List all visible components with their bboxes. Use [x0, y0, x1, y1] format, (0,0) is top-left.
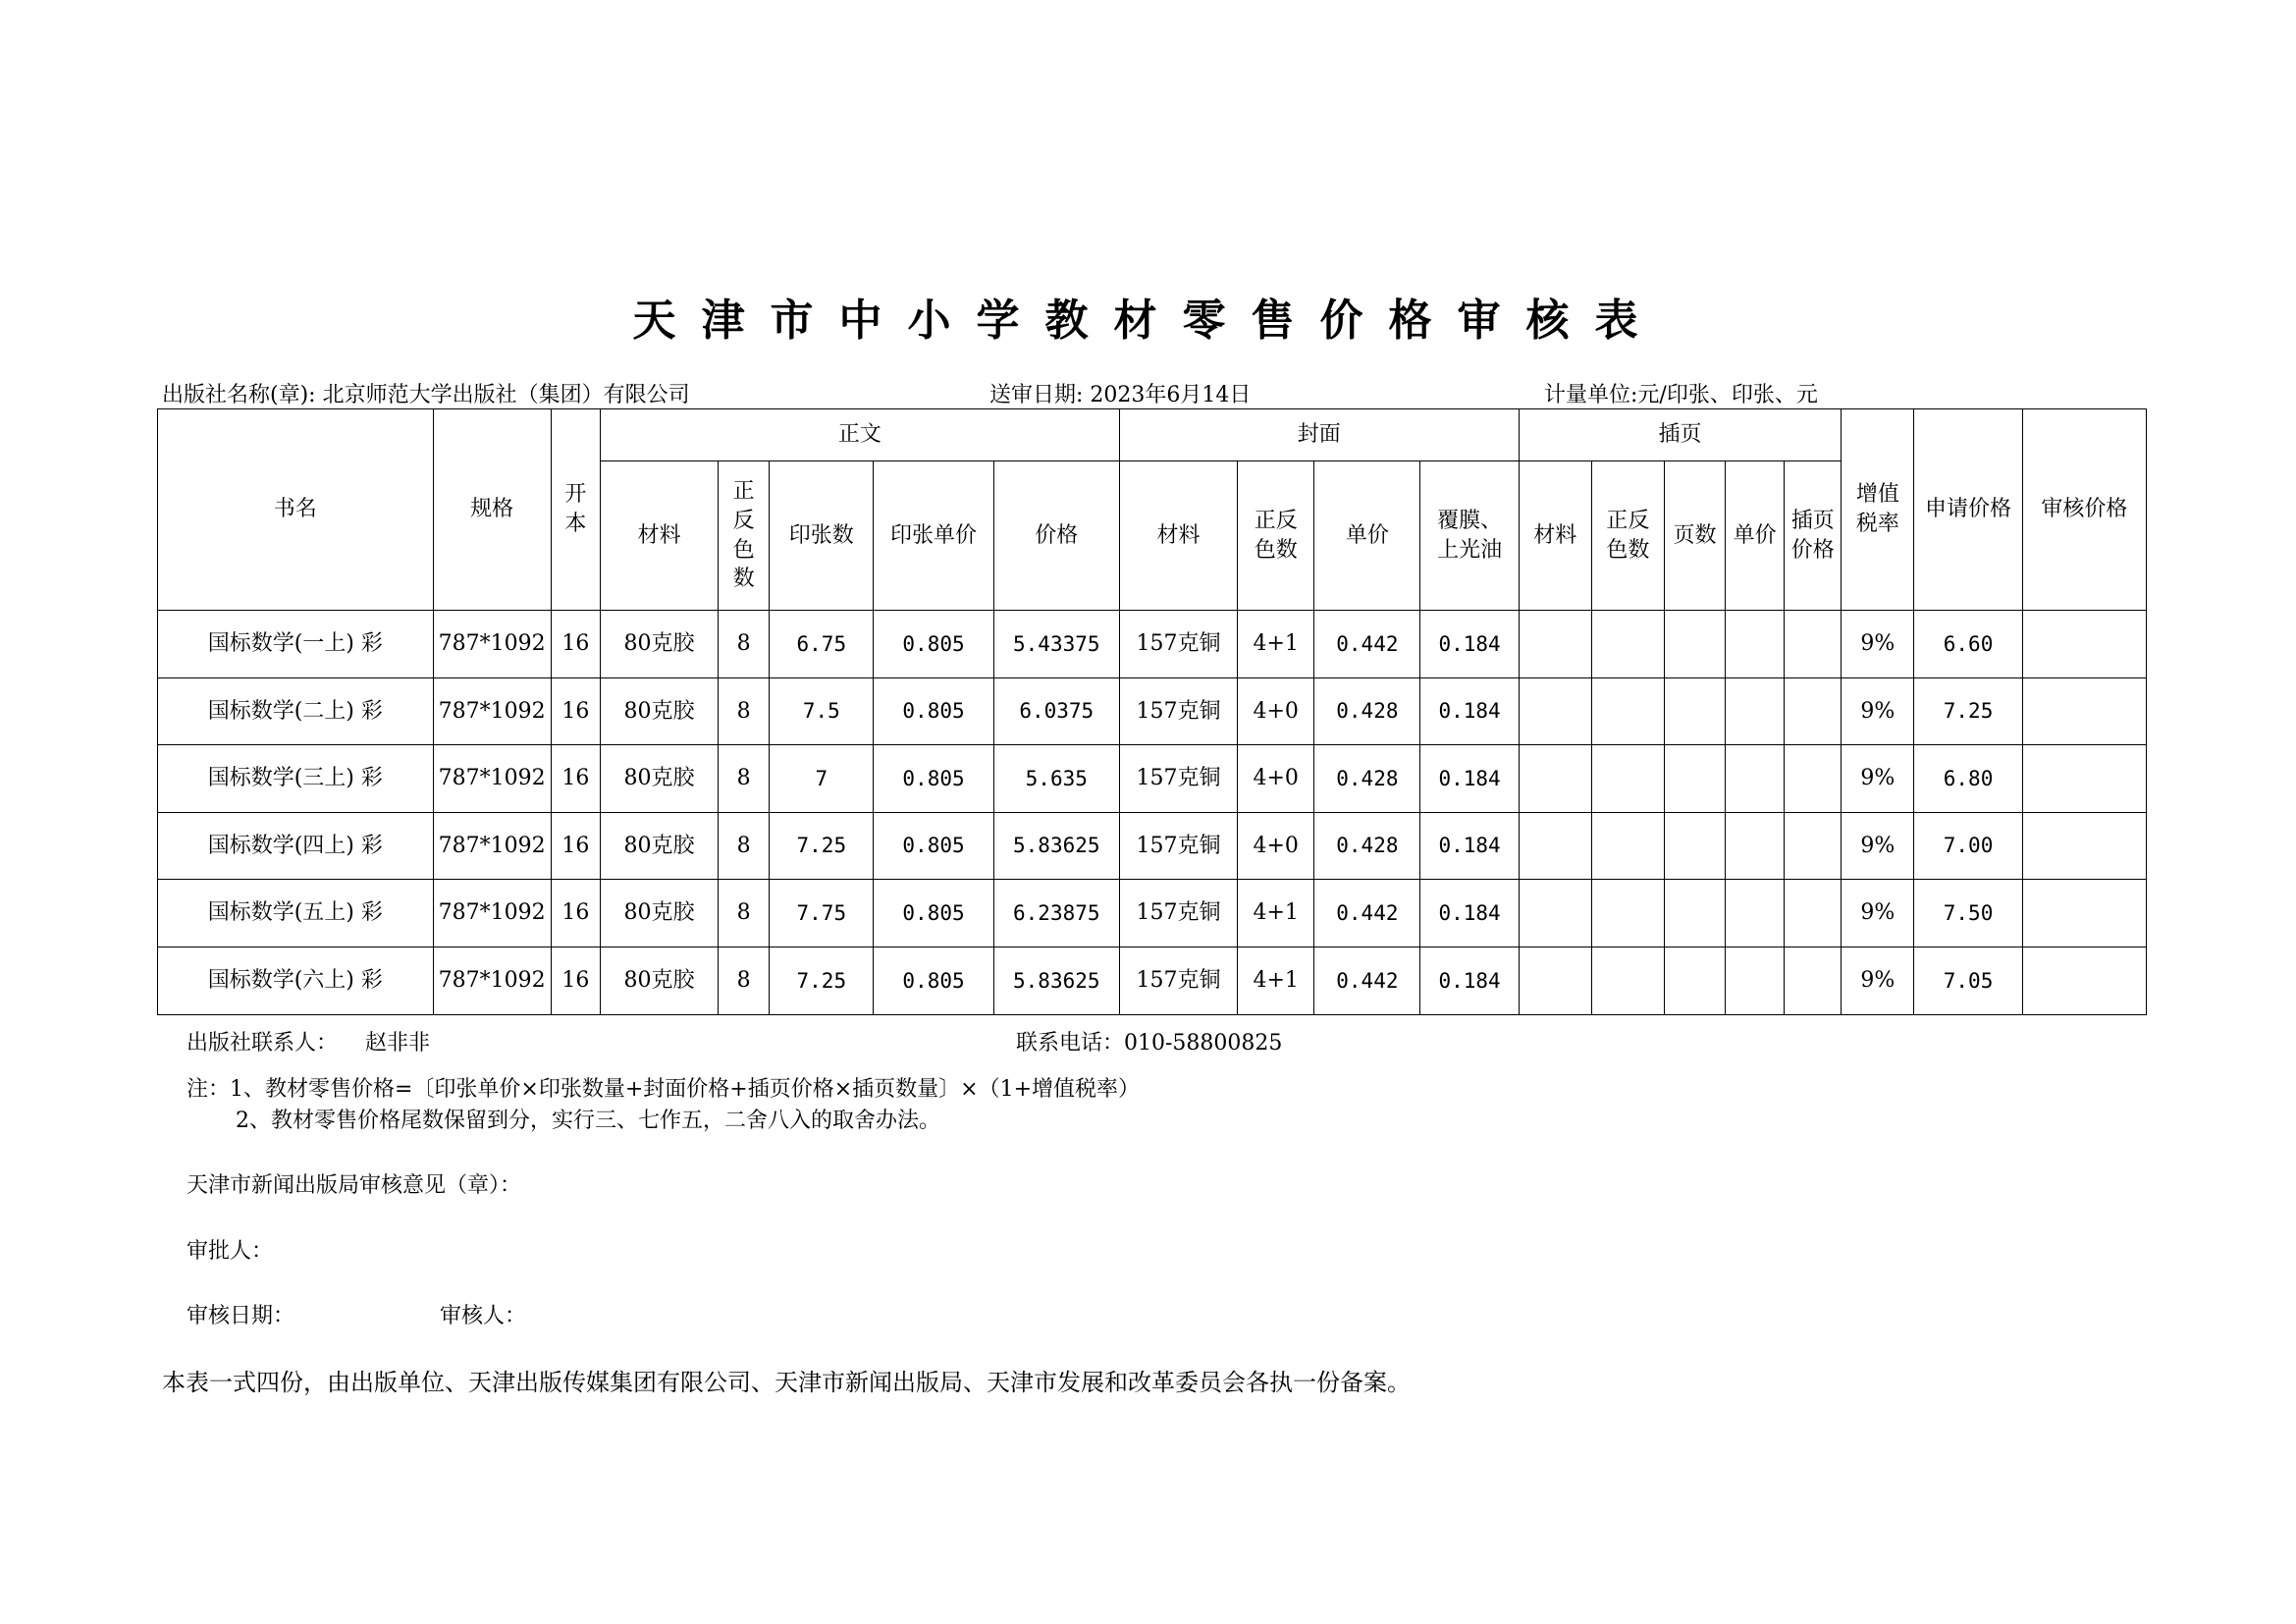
cell-body-material: 80克胶: [600, 880, 718, 947]
approval-opinion: 天津市新闻出版局审核意见（章）：: [187, 1173, 522, 1198]
approval-approver: 审批人：: [187, 1239, 274, 1264]
cell-body-material: 80克胶: [600, 677, 718, 745]
cell-insert-colors: [1591, 745, 1664, 813]
cell-format: 16: [551, 745, 600, 813]
header-format: 开本: [551, 409, 600, 611]
approval-reviewer: 审核人：: [440, 1304, 527, 1328]
cell-cover-material: 157克铜: [1119, 947, 1237, 1014]
cell-cover-colors: 4+1: [1238, 880, 1314, 947]
cell-spec: 787*1092: [433, 677, 551, 745]
cell-insert-colors: [1591, 611, 1664, 678]
contact-person-label: 出版社联系人：: [187, 1031, 339, 1056]
cell-insert-unit: [1726, 812, 1785, 880]
cell-format: 16: [551, 880, 600, 947]
header-cover-material: 材料: [1119, 461, 1237, 611]
cell-body-material: 80克胶: [600, 947, 718, 1014]
header-spec: 规格: [433, 409, 551, 611]
cell-insert-unit: [1726, 745, 1785, 813]
cell-name: 国标数学(一上) 彩: [158, 611, 434, 678]
cell-cover-price: 0.442: [1314, 880, 1420, 947]
header-cover-colors: 正反色数: [1238, 461, 1314, 611]
cell-lamination: 0.184: [1420, 677, 1519, 745]
header-insert-colors: 正反色数: [1591, 461, 1664, 611]
header-apply-price: 申请价格: [1914, 409, 2022, 611]
cell-insert-price: [1785, 947, 1842, 1014]
cell-spec: 787*1092: [433, 812, 551, 880]
cell-cover-colors: 4+0: [1238, 745, 1314, 813]
cell-cover-price: 0.428: [1314, 812, 1420, 880]
cell-format: 16: [551, 812, 600, 880]
contact-person: 赵非非: [365, 1031, 431, 1056]
cell-body-material: 80克胶: [600, 745, 718, 813]
cell-format: 16: [551, 611, 600, 678]
cell-sheet-price: 0.805: [874, 812, 993, 880]
cell-vat: 9%: [1842, 611, 1914, 678]
cell-insert-pages: [1664, 677, 1725, 745]
cell-lamination: 0.184: [1420, 880, 1519, 947]
cell-insert-colors: [1591, 880, 1664, 947]
table-row: [158, 812, 2147, 880]
cell-audit-price: [2022, 812, 2146, 880]
price-table: [157, 408, 2147, 1015]
cell-cover-material: 157克铜: [1119, 677, 1237, 745]
cell-body-price: 6.23875: [993, 880, 1119, 947]
cell-format: 16: [551, 677, 600, 745]
page-title: 天津市中小学教材零售价格审核表: [632, 296, 1664, 346]
header-body-sheet-price: 印张单价: [874, 461, 993, 611]
cell-apply-price: 7.25: [1914, 677, 2022, 745]
cell-lamination: 0.184: [1420, 745, 1519, 813]
cell-insert-price: [1785, 745, 1842, 813]
header-audit-price: 审核价格: [2022, 409, 2146, 611]
cell-insert-material: [1519, 677, 1591, 745]
cell-spec: 787*1092: [433, 745, 551, 813]
cell-cover-price: 0.428: [1314, 745, 1420, 813]
cell-sheets: 7.5: [770, 677, 874, 745]
note-2: 2、教材零售价格尾数保留到分，实行三、七作五，二舍八入的取舍办法。: [236, 1109, 940, 1133]
cell-name: 国标数学(三上) 彩: [158, 745, 434, 813]
table-row: [158, 880, 2147, 947]
cell-vat: 9%: [1842, 947, 1914, 1014]
cell-apply-price: 6.80: [1914, 745, 2022, 813]
cell-name: 国标数学(二上) 彩: [158, 677, 434, 745]
cell-insert-pages: [1664, 812, 1725, 880]
cell-body-price: 5.43375: [993, 611, 1119, 678]
cell-insert-colors: [1591, 947, 1664, 1014]
cell-sheet-price: 0.805: [874, 745, 993, 813]
cell-lamination: 0.184: [1420, 611, 1519, 678]
cell-sheet-price: 0.805: [874, 880, 993, 947]
publisher-name: 出版社名称(章): 北京师范大学出版社（集团）有限公司: [162, 383, 690, 407]
cell-insert-pages: [1664, 611, 1725, 678]
cell-audit-price: [2022, 677, 2146, 745]
cell-apply-price: 7.05: [1914, 947, 2022, 1014]
cell-spec: 787*1092: [433, 947, 551, 1014]
table-row: [158, 745, 2147, 813]
cell-vat: 9%: [1842, 745, 1914, 813]
header-body-material: 材料: [600, 461, 718, 611]
table-row: [158, 611, 2147, 678]
header-insert-material: 材料: [1519, 461, 1591, 611]
cell-sheets: 6.75: [770, 611, 874, 678]
cell-lamination: 0.184: [1420, 947, 1519, 1014]
cell-sheet-price: 0.805: [874, 677, 993, 745]
cell-cover-material: 157克铜: [1119, 611, 1237, 678]
cell-body-colors: 8: [719, 812, 770, 880]
cell-insert-material: [1519, 611, 1591, 678]
header-cover-unit-price: 单价: [1314, 461, 1420, 611]
cell-cover-price: 0.442: [1314, 611, 1420, 678]
cell-insert-material: [1519, 812, 1591, 880]
table-row: [158, 947, 2147, 1014]
cell-insert-unit: [1726, 947, 1785, 1014]
cell-spec: 787*1092: [433, 880, 551, 947]
cell-insert-unit: [1726, 880, 1785, 947]
cell-vat: 9%: [1842, 677, 1914, 745]
cell-cover-colors: 4+1: [1238, 611, 1314, 678]
contact-phone: 联系电话：010-58800825: [1016, 1031, 1283, 1056]
cell-sheets: 7.25: [770, 812, 874, 880]
cell-audit-price: [2022, 745, 2146, 813]
cell-sheet-price: 0.805: [874, 611, 993, 678]
header-insert-unit-price: 单价: [1726, 461, 1785, 611]
cell-cover-material: 157克铜: [1119, 880, 1237, 947]
cell-insert-price: [1785, 677, 1842, 745]
cell-audit-price: [2022, 611, 2146, 678]
cell-body-colors: 8: [719, 677, 770, 745]
header-cover-lamination: 覆膜、上光油: [1420, 461, 1519, 611]
cell-insert-price: [1785, 812, 1842, 880]
cell-sheets: 7.25: [770, 947, 874, 1014]
cell-body-price: 5.83625: [993, 947, 1119, 1014]
cell-insert-unit: [1726, 677, 1785, 745]
cell-vat: 9%: [1842, 812, 1914, 880]
cell-vat: 9%: [1842, 880, 1914, 947]
cell-body-price: 6.0375: [993, 677, 1119, 745]
cell-apply-price: 6.60: [1914, 611, 2022, 678]
cell-insert-colors: [1591, 677, 1664, 745]
cell-insert-material: [1519, 880, 1591, 947]
submit-date: 送审日期: 2023年6月14日: [989, 383, 1252, 407]
cell-name: 国标数学(六上) 彩: [158, 947, 434, 1014]
cell-cover-price: 0.442: [1314, 947, 1420, 1014]
cell-sheet-price: 0.805: [874, 947, 993, 1014]
cell-lamination: 0.184: [1420, 812, 1519, 880]
header-insert-price: 插页价格: [1785, 461, 1842, 611]
table-row: [158, 677, 2147, 745]
header-cover-group: 封面: [1119, 409, 1519, 461]
cell-spec: 787*1092: [433, 611, 551, 678]
cell-insert-pages: [1664, 745, 1725, 813]
cell-body-colors: 8: [719, 745, 770, 813]
cell-body-material: 80克胶: [600, 812, 718, 880]
header-insert-pages: 页数: [1664, 461, 1725, 611]
cell-cover-material: 157克铜: [1119, 812, 1237, 880]
cell-cover-colors: 4+1: [1238, 947, 1314, 1014]
cell-body-price: 5.83625: [993, 812, 1119, 880]
cell-insert-pages: [1664, 947, 1725, 1014]
cell-insert-price: [1785, 611, 1842, 678]
header-body-group: 正文: [600, 409, 1119, 461]
header-row-1: [158, 409, 2147, 461]
cell-body-colors: 8: [719, 947, 770, 1014]
cell-cover-price: 0.428: [1314, 677, 1420, 745]
cell-insert-colors: [1591, 812, 1664, 880]
header-vat: 增值税率: [1842, 409, 1914, 611]
cell-cover-colors: 4+0: [1238, 677, 1314, 745]
cell-body-material: 80克胶: [600, 611, 718, 678]
header-book-name: 书名: [158, 409, 434, 611]
cell-body-price: 5.635: [993, 745, 1119, 813]
header-insert-group: 插页: [1519, 409, 1842, 461]
cell-sheets: 7: [770, 745, 874, 813]
cell-format: 16: [551, 947, 600, 1014]
header-body-price: 价格: [993, 461, 1119, 611]
cell-sheets: 7.75: [770, 880, 874, 947]
cell-apply-price: 7.50: [1914, 880, 2022, 947]
cell-name: 国标数学(五上) 彩: [158, 880, 434, 947]
cell-name: 国标数学(四上) 彩: [158, 812, 434, 880]
cell-apply-price: 7.00: [1914, 812, 2022, 880]
cell-cover-material: 157克铜: [1119, 745, 1237, 813]
cell-cover-colors: 4+0: [1238, 812, 1314, 880]
footer-note: 本表一式四份，由出版单位、天津出版传媒集团有限公司、天津市新闻出版局、天津市发展和改革委员会各执一份备案。: [162, 1369, 1411, 1396]
header-body-colors: 正反色数: [719, 461, 770, 611]
cell-insert-pages: [1664, 880, 1725, 947]
cell-insert-material: [1519, 745, 1591, 813]
cell-insert-price: [1785, 880, 1842, 947]
cell-insert-unit: [1726, 611, 1785, 678]
note-1: 注：1、教材零售价格=〔印张单价×印张数量+封面价格+插页价格×插页数量〕×（1+增值税率）: [187, 1077, 1141, 1102]
header-body-sheets: 印张数: [770, 461, 874, 611]
cell-body-colors: 8: [719, 880, 770, 947]
cell-audit-price: [2022, 880, 2146, 947]
cell-audit-price: [2022, 947, 2146, 1014]
measure-unit: 计量单位:元/印张、印张、元: [1544, 383, 1818, 407]
cell-insert-material: [1519, 947, 1591, 1014]
cell-body-colors: 8: [719, 611, 770, 678]
approval-date: 审核日期：: [187, 1304, 295, 1328]
